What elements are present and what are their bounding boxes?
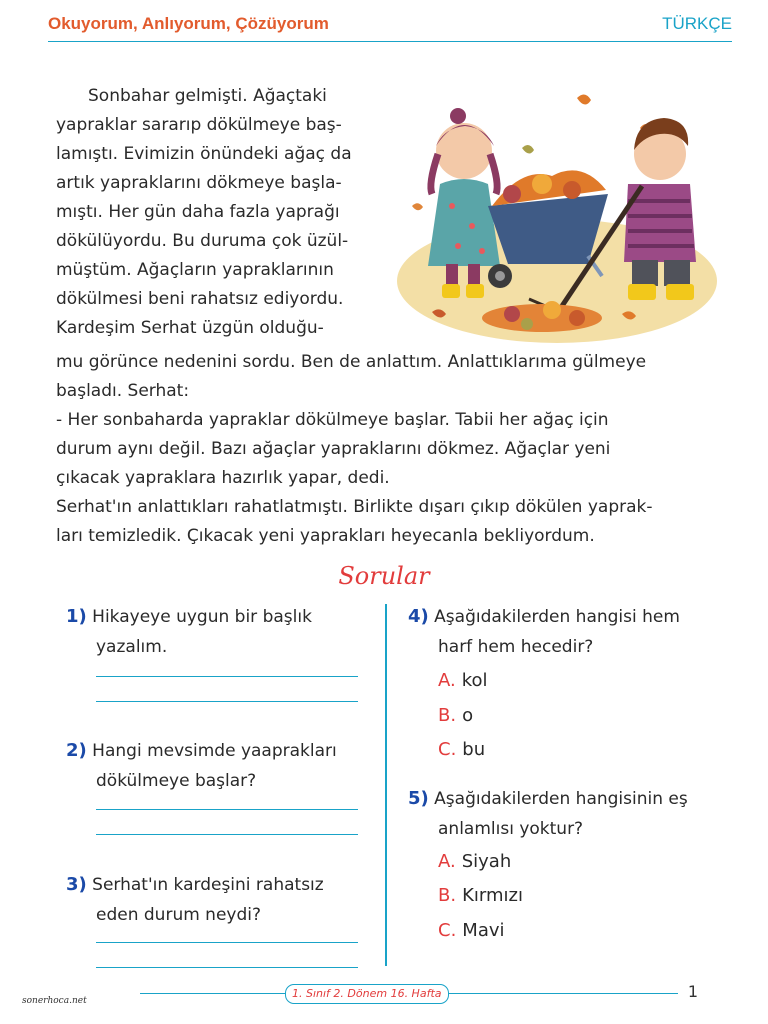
option-a[interactable] bbox=[438, 666, 488, 696]
question-text: eden durum neydi? bbox=[96, 905, 262, 925]
subject-label: TÜRKÇE bbox=[662, 14, 732, 33]
answer-line[interactable] bbox=[96, 967, 358, 968]
question-number: 3) bbox=[66, 874, 87, 895]
option-letter: C. bbox=[438, 739, 457, 760]
option-b[interactable] bbox=[438, 701, 473, 731]
option-text: bu bbox=[462, 739, 486, 760]
story-line: mıştı. Her gün daha fazla yaprağı bbox=[56, 202, 340, 222]
story-line: durum aynı değil. Bazı ağaçlar yapraklarını dökmez. Ağaçlar yeni bbox=[56, 439, 611, 459]
answer-line[interactable] bbox=[96, 834, 358, 835]
story-line: müştüm. Ağaçların yapraklarının bbox=[56, 260, 334, 280]
header-divider bbox=[48, 41, 732, 42]
week-badge: 1. Sınıf 2. Dönem 16. Hafta bbox=[285, 984, 449, 1004]
option-text: kol bbox=[461, 670, 488, 691]
option-b[interactable] bbox=[438, 881, 523, 911]
story-line: Serhat'ın anlattıkları rahatlatmıştı. Birlikte dışarı çıkıp dökülen yaprak- bbox=[56, 497, 653, 517]
question-number: 5) bbox=[408, 788, 429, 809]
question-text: Aşağıdakilerden hangisi hem bbox=[434, 607, 680, 627]
option-letter: B. bbox=[438, 705, 457, 726]
question-2 bbox=[66, 736, 337, 796]
story-line: dökülüyordu. Bu duruma çok üzül- bbox=[56, 231, 349, 251]
answer-line[interactable] bbox=[96, 676, 358, 677]
question-number: 1) bbox=[66, 606, 87, 627]
option-c[interactable] bbox=[438, 735, 485, 765]
story-bottom bbox=[56, 348, 720, 551]
question-text: dökülmeye başlar? bbox=[96, 771, 257, 791]
story-line: artık yapraklarını dökmeye başla- bbox=[56, 173, 342, 193]
story-line: Sonbahar gelmişti. Ağaçtaki bbox=[88, 86, 327, 106]
option-text: Siyah bbox=[461, 851, 512, 872]
question-5 bbox=[408, 784, 688, 844]
question-text: yazalım. bbox=[96, 637, 168, 657]
answer-line[interactable] bbox=[96, 942, 358, 943]
story-line: yapraklar sararıp dökülmeye baş- bbox=[56, 115, 342, 135]
story-line: lamıştı. Evimizin önündeki ağaç da bbox=[56, 144, 352, 164]
story-line: Kardeşim Serhat üzgün olduğu- bbox=[56, 318, 324, 338]
question-number: 4) bbox=[408, 606, 429, 627]
question-text: Aşağıdakilerden hangisinin eş bbox=[434, 789, 688, 809]
question-text: Hikayeye uygun bir başlık bbox=[92, 607, 312, 627]
story-line: dökülmesi beni rahatsız ediyordu. bbox=[56, 289, 344, 309]
question-3 bbox=[66, 870, 324, 930]
question-4 bbox=[408, 602, 680, 662]
answer-line[interactable] bbox=[96, 701, 358, 702]
option-c[interactable] bbox=[438, 916, 505, 946]
story-line: - Her sonbaharda yapraklar dökülmeye başlar. Tabii her ağaç için bbox=[56, 410, 609, 430]
question-text: anlamlısı yoktur? bbox=[438, 819, 584, 839]
option-a[interactable] bbox=[438, 847, 511, 877]
question-number: 2) bbox=[66, 740, 87, 761]
autumn-kids-illustration bbox=[392, 66, 722, 346]
column-divider bbox=[385, 604, 387, 966]
answer-line[interactable] bbox=[96, 809, 358, 810]
option-letter: A. bbox=[438, 851, 456, 872]
question-1 bbox=[66, 602, 312, 662]
story-line: başladı. Serhat: bbox=[56, 381, 190, 401]
page-number: 1 bbox=[687, 982, 698, 1001]
question-text: Hangi mevsimde yaaprakları bbox=[92, 741, 337, 761]
story-top bbox=[56, 82, 396, 343]
story-line: ları temizledik. Çıkacak yeni yaprakları heyecanla bekliyordum. bbox=[56, 526, 595, 546]
option-text: Kırmızı bbox=[462, 885, 523, 906]
questions-heading: Sorular bbox=[338, 562, 430, 590]
story-line: çıkacak yapraklara hazırlık yapar, dedi. bbox=[56, 468, 390, 488]
option-letter: A. bbox=[438, 670, 456, 691]
option-text: Mavi bbox=[462, 920, 505, 941]
option-text: o bbox=[462, 705, 474, 726]
site-watermark: sonerhoca.net bbox=[22, 996, 87, 1006]
worksheet-title: Okuyorum, Anlıyorum, Çözüyorum bbox=[48, 14, 329, 33]
option-letter: B. bbox=[438, 885, 457, 906]
question-text: harf hem hecedir? bbox=[438, 637, 594, 657]
question-text: Serhat'ın kardeşini rahatsız bbox=[92, 875, 324, 895]
story-line: mu görünce nedenini sordu. Ben de anlattım. Anlattıklarıma gülmeye bbox=[56, 352, 647, 372]
option-letter: C. bbox=[438, 920, 457, 941]
